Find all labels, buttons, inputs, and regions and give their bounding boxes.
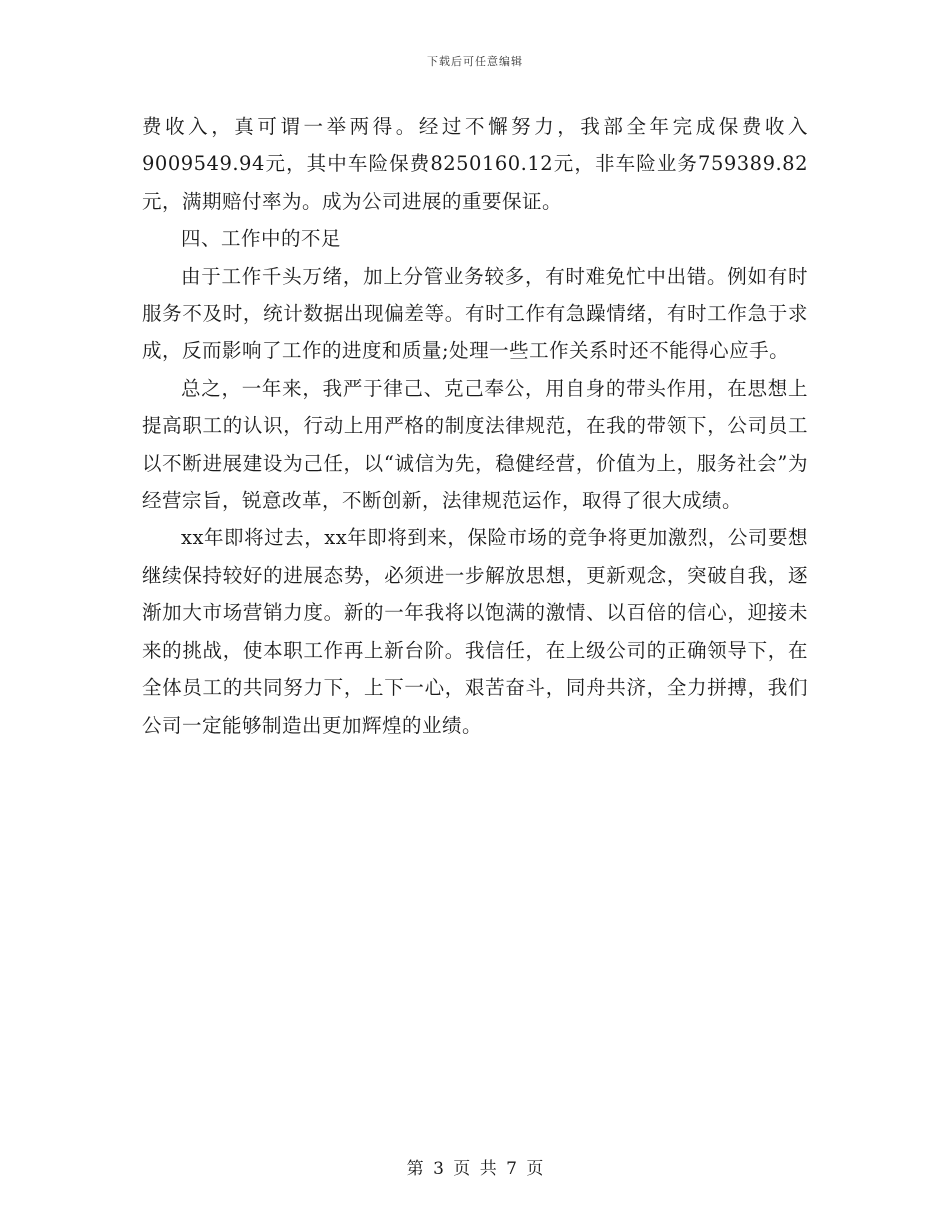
- page-header: 下载后可任意编辑: [427, 55, 523, 68]
- page-number: 第 3 页 共 7 页: [406, 1159, 544, 1179]
- paragraph: 由于工作千头万绪，加上分管业务较多，有时难免忙中出错。例如有时服务不及时，统计数据出现偏差等。有时工作有急躁情绪，有时工作急于求成，反而影响了工作的进度和质量;处理一些工作关系时还不能得心应手。: [142, 264, 808, 363]
- document-body: [142, 108, 808, 744]
- paragraph-continuation: 费收入，真可谓一举两得。经过不懈努力，我部全年完成保费收入9009549.94元，其中车险保费8250160.12元，非车险业务759389.82元，满期赔付率为。成为公司进展的重要保证。: [142, 115, 808, 213]
- paragraph: 总之，一年来，我严于律己、克己奉公，用自身的带头作用，在思想上提高职工的认识，行动上用严格的制度法律规范，在我的带领下，公司员工以不断进展建设为己任，以“诚信为先，稳健经营，价值为上，服务社会”为经营宗旨，锐意改革，不断创新，法律规范运作，取得了很大成绩。: [142, 376, 808, 513]
- paragraph: xx年即将过去，xx年即将到来，保险市场的竞争将更加激烈，公司要想继续保持较好的进展态势，必须进一步解放思想，更新观念，突破自我，逐渐加大市场营销力度。新的一年我将以饱满的激情、以百倍的信心，迎接未来的挑战，使本职工作再上新台阶。我信任，在上级公司的正确领导下，在全体员工的共同努力下，上下一心，艰苦奋斗，同舟共济，全力拼搏，我们公司一定能够制造出更加辉煌的业绩。: [142, 526, 808, 737]
- section-heading: 四、工作中的不足: [181, 227, 342, 251]
